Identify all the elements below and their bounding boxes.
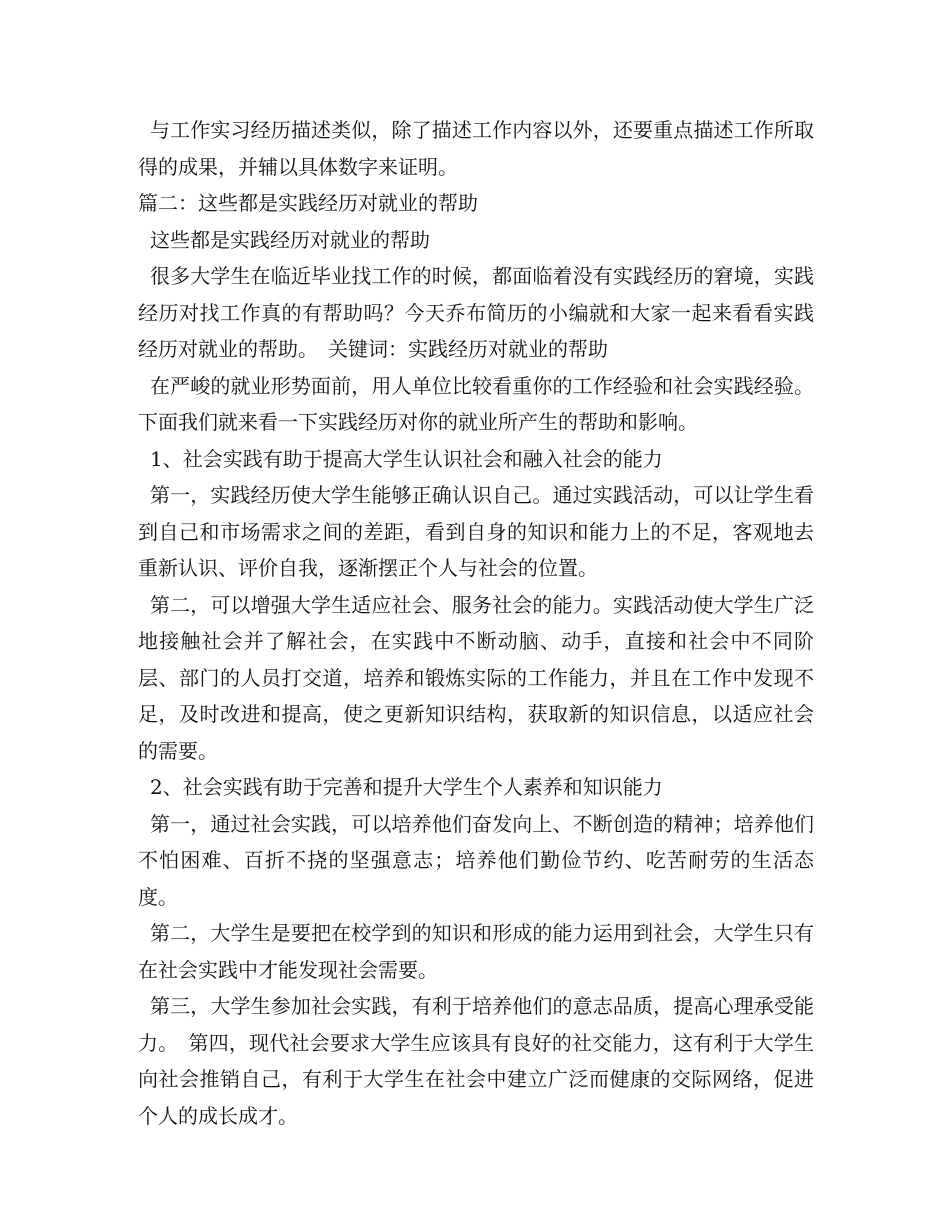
paragraph-point-1-first: 第一，实践经历使大学生能够正确认识自己。通过实践活动，可以让学生看到自己和市场需求之间的差距，看到自身的知识和能力上的不足，客观地去重新认识、评价自我，逐渐摆正个人与社会的位置。 (138, 483, 814, 580)
article-title: 这些都是实践经历对就业的帮助 (150, 227, 430, 252)
paragraph-point-1-second: 第二，可以增强大学生适应社会、服务社会的能力。实践活动使大学生广泛地接触社会并了解社会，在实践中不断动脑、动手，直接和社会中不同阶层、部门的人员打交道，培养和锻炼实际的工作能力，并且在工作中发现不足，及时改进和提高，使之更新知识结构，获取新的知识信息，以适应社会的需要。 (138, 592, 814, 763)
paragraph-point-2-third: 第三，大学生参加社会实践，有利于培养他们的意志品质，提高心理承受能力。 第四，现代社会要求大学生应该具有良好的社交能力，这有利于大学生向社会推销自己，有利于大学生在社会中建立广泛而健康的交际网络，促进个人的成长成才。 (138, 994, 814, 1128)
paragraph-point-2-second: 第二，大学生是要把在校学到的知识和形成的能力运用到社会，大学生只有在社会实践中才能发现社会需要。 (138, 921, 814, 982)
section-heading: 篇二：这些都是实践经历对就业的帮助 (138, 191, 478, 215)
document-body (138, 112, 814, 1134)
paragraph-intro: 很多大学生在临近毕业找工作的时候，都面临着没有实践经历的窘境，实践经历对找工作真的有帮助吗？今天乔布简历的小编就和大家一起来看看实践经历对就业的帮助。 关键词：实践经历对就业的帮助 (138, 264, 814, 361)
paragraph-work-experience: 与工作实习经历描述类似，除了描述工作内容以外，还要重点描述工作所取得的成果，并辅以具体数字来证明。 (138, 118, 814, 179)
paragraph-point-2-first: 第一，通过社会实践，可以培养他们奋发向上、不断创造的精神；培养他们不怕困难、百折不挠的坚强意志；培养他们勤俭节约、吃苦耐劳的生活态度。 (138, 811, 814, 909)
subheading-1: 1、社会实践有助于提高大学生认识社会和融入社会的能力 (150, 446, 663, 471)
paragraph-employment-situation: 在严峻的就业形势面前，用人单位比较看重你的工作经验和社会实践经验。下面我们就来看一下实践经历对你的就业所产生的帮助和影响。 (138, 373, 814, 434)
subheading-2: 2、社会实践有助于完善和提升大学生个人素养和知识能力 (150, 775, 663, 799)
